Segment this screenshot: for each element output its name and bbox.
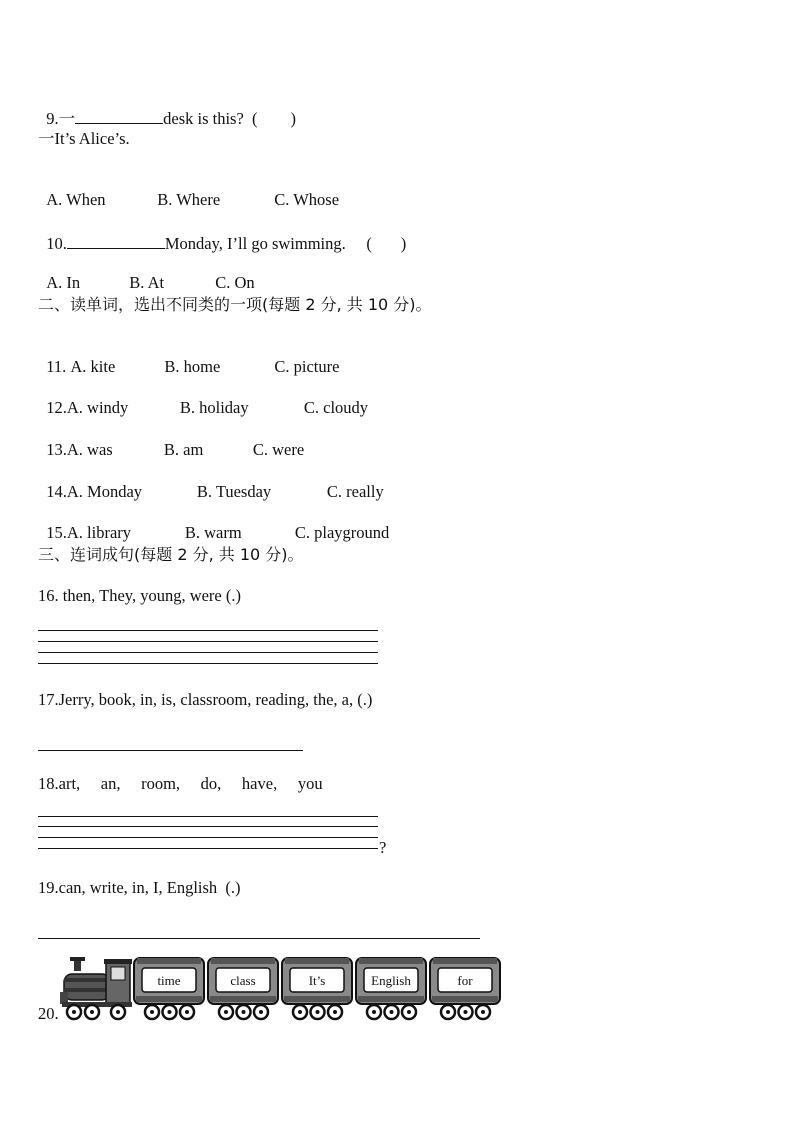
word-train	[60, 956, 505, 1022]
question-12	[38, 378, 368, 418]
writing-line	[38, 816, 378, 817]
question-10-stem: Monday, I’ll go swimming. ( )	[164, 234, 407, 253]
option-c: C. really	[326, 482, 384, 501]
question-9-stem: desk is this? ( )	[163, 109, 297, 128]
question-15	[38, 503, 389, 543]
question-18-end-mark: ?	[379, 838, 387, 857]
question-number: 13.	[46, 440, 67, 459]
option-a: A. When	[46, 190, 106, 209]
question-14	[38, 462, 384, 502]
question-10-number: 10.	[46, 234, 67, 253]
question-number: 12.	[46, 398, 67, 417]
locomotive-icon	[60, 957, 132, 1019]
train-word: class	[230, 973, 256, 988]
train-car[interactable]	[134, 958, 204, 1019]
option-b: B. am	[163, 440, 204, 459]
question-20-number: 20.	[38, 1004, 59, 1023]
train-word: for	[457, 973, 473, 988]
question-10	[38, 212, 406, 254]
option-c: C. playground	[294, 523, 390, 542]
option-b: B. Where	[157, 190, 221, 209]
writing-line	[38, 630, 378, 631]
answer-blank[interactable]	[67, 232, 165, 249]
question-number: 11.	[46, 357, 71, 376]
train-car[interactable]	[356, 958, 426, 1019]
option-a: A. Monday	[66, 482, 143, 501]
section-2-heading: 二、读单词，选出不同类的一项(每题 2 分, 共 10 分)。	[38, 295, 432, 314]
section-3-heading: 三、连词成句(每题 2 分, 共 10 分)。	[38, 545, 304, 564]
option-a: A. library	[66, 523, 132, 542]
train-car[interactable]	[208, 958, 278, 1019]
question-13	[38, 420, 304, 460]
train-word: English	[371, 973, 411, 988]
option-a: A. In	[46, 273, 81, 292]
option-a: A. was	[66, 440, 113, 459]
option-c: C. picture	[274, 357, 340, 376]
writing-line	[38, 663, 378, 664]
writing-line	[38, 837, 378, 838]
option-b: B. warm	[184, 523, 242, 542]
question-9-options	[38, 170, 339, 210]
question-19: 19.can, write, in, I, English (.)	[38, 878, 241, 897]
train-word: It’s	[308, 973, 326, 988]
option-b: B. Tuesday	[196, 482, 272, 501]
question-9	[38, 87, 296, 129]
question-number: 15.	[46, 523, 67, 542]
option-b: B. home	[164, 357, 221, 376]
train-word: time	[157, 973, 181, 988]
question-number: 14.	[46, 482, 67, 501]
option-b: B. At	[129, 273, 165, 292]
option-b: B. holiday	[179, 398, 249, 417]
train-car[interactable]	[430, 958, 500, 1019]
train-car[interactable]	[282, 958, 352, 1019]
writing-line	[38, 848, 378, 849]
question-9-reply: 一It’s Alice’s.	[38, 129, 130, 148]
question-9-number: 9.一	[46, 109, 76, 128]
option-a: A. kite	[70, 357, 116, 376]
question-10-options	[38, 253, 255, 293]
option-c: C. Whose	[274, 190, 340, 209]
option-c: C. On	[215, 273, 255, 292]
option-c: C. cloudy	[303, 398, 369, 417]
question-18: 18.art, an, room, do, have, you	[38, 774, 323, 793]
option-a: A. windy	[66, 398, 129, 417]
question-17: 17.Jerry, book, in, is, classroom, reading, the, a, (.)	[38, 690, 373, 709]
writing-line	[38, 641, 378, 642]
option-c: C. were	[252, 440, 305, 459]
question-11	[38, 337, 339, 377]
writing-line	[38, 826, 378, 827]
answer-line-19[interactable]	[38, 938, 480, 939]
writing-line	[38, 652, 378, 653]
answer-blank[interactable]	[75, 107, 163, 124]
question-16: 16. then, They, young, were (.)	[38, 586, 241, 605]
answer-line-17[interactable]	[38, 750, 303, 751]
